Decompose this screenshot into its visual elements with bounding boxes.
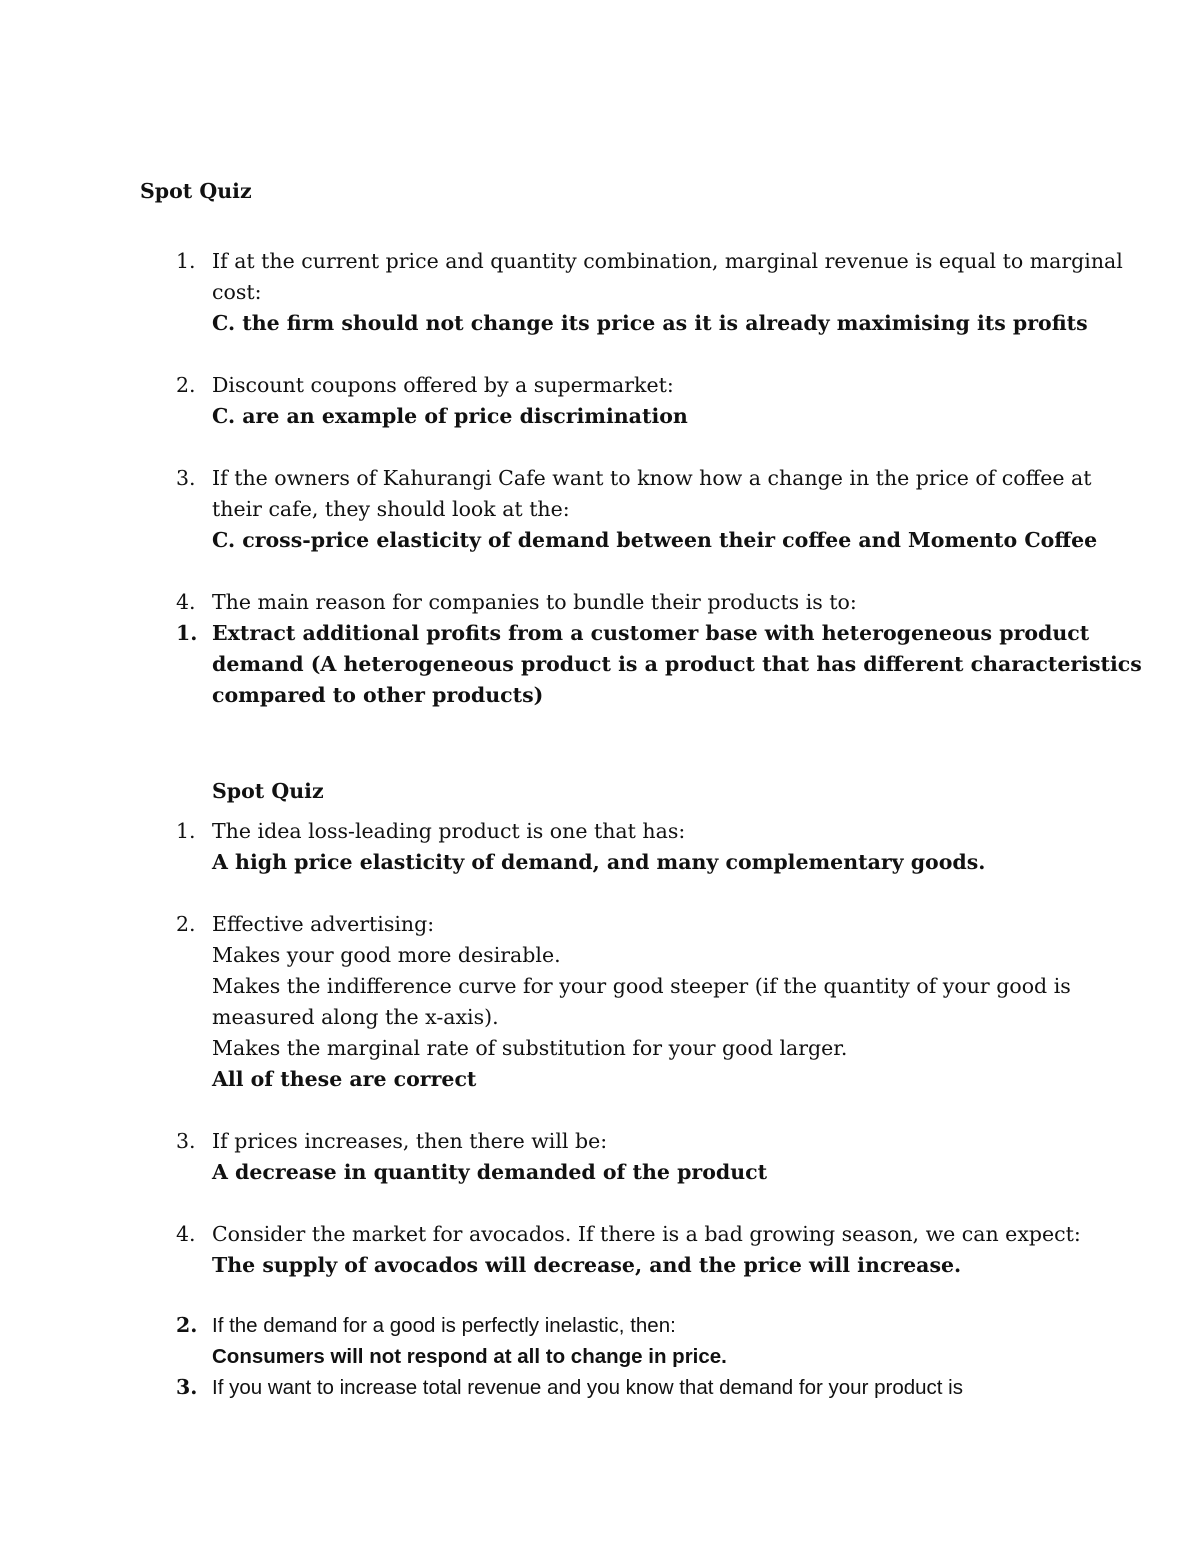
quiz2-q2-number: 2. (176, 912, 196, 936)
q2-answer: C. are an example of price discrimination (212, 404, 688, 428)
quiz2-title: Spot Quiz (212, 779, 324, 803)
quiz2-q2-option-cont: measured along the x-axis). (212, 1005, 499, 1029)
q4-answer-number: 1. (176, 621, 198, 645)
quiz2-q2-option: Makes the indifference curve for your good steeper (if the quantity of your good is (212, 974, 1071, 998)
q4-text: The main reason for companies to bundle their products is to: (212, 590, 857, 614)
quiz2-q1-text: The idea loss-leading product is one that has: (212, 819, 686, 843)
quiz1-title: Spot Quiz (140, 179, 252, 203)
q3-answer: C. cross-price elasticity of demand between their coffee and Momento Coffee (212, 528, 1098, 552)
quiz2-q5-text: If the demand for a good is perfectly inelastic, then: (212, 1314, 676, 1337)
quiz2-q5-number: 2. (176, 1313, 198, 1337)
quiz2-q6-text: If you want to increase total revenue and you know that demand for your product is (212, 1376, 963, 1399)
q1-answer: C. the firm should not change its price as it is already maximising its profits (212, 311, 1088, 335)
q4-answer-cont: demand (A heterogeneous product is a product that has different characteristics (212, 652, 1142, 676)
quiz2-q2-option: Makes the marginal rate of substitution for your good larger. (212, 1036, 848, 1060)
quiz2-q6-number: 3. (176, 1375, 198, 1399)
quiz2-q4-text: Consider the market for avocados. If there is a bad growing season, we can expect: (212, 1222, 1081, 1246)
q3-text: If the owners of Kahurangi Cafe want to know how a change in the price of coffee at (212, 466, 1092, 490)
quiz2-q1-answer: A high price elasticity of demand, and many complementary goods. (212, 850, 986, 874)
quiz2-q2-answer: All of these are correct (212, 1067, 477, 1091)
quiz2-q2-text: Effective advertising: (212, 912, 435, 936)
quiz2-q3-text: If prices increases, then there will be: (212, 1129, 608, 1153)
q4-answer: Extract additional profits from a customer base with heterogeneous product (212, 621, 1090, 645)
quiz2-q4-answer: The supply of avocados will decrease, and the price will increase. (212, 1253, 962, 1277)
q1-text: If at the current price and quantity combination, marginal revenue is equal to marginal (212, 249, 1123, 273)
quiz2-q5-answer: Consumers will not respond at all to change in price. (212, 1345, 727, 1368)
q2-text: Discount coupons offered by a supermarket: (212, 373, 674, 397)
quiz2-q3-answer: A decrease in quantity demanded of the product (212, 1160, 768, 1184)
quiz2-q1-number: 1. (176, 819, 196, 843)
q3-number: 3. (176, 466, 196, 490)
q3-text-cont: their cafe, they should look at the: (212, 497, 570, 521)
q2-number: 2. (176, 373, 196, 397)
q1-number: 1. (176, 249, 196, 273)
quiz2-q4-number: 4. (176, 1222, 196, 1246)
quiz2-q2-option: Makes your good more desirable. (212, 943, 561, 967)
q4-answer-cont2: compared to other products) (212, 683, 544, 707)
q4-number: 4. (176, 590, 196, 614)
q1-text-cont: cost: (212, 280, 262, 304)
quiz2-q3-number: 3. (176, 1129, 196, 1153)
